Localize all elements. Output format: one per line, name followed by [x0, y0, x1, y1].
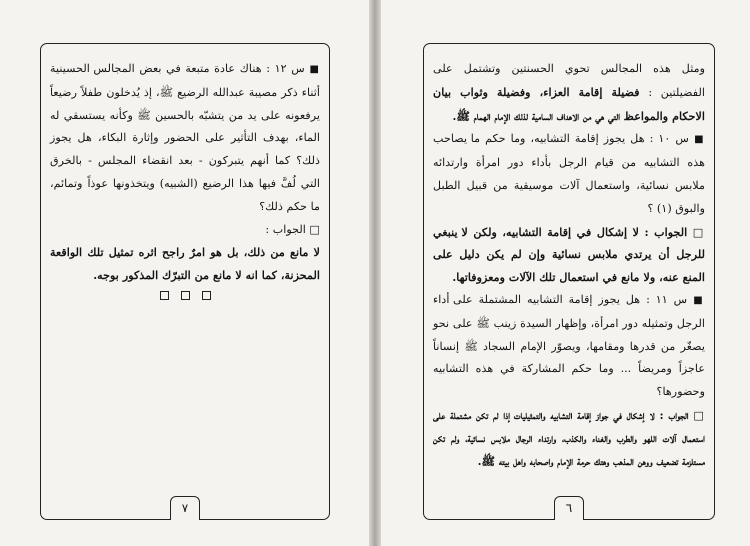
question-10-line: قبيل الطبل والبوق (١) ؟: [433, 178, 705, 215]
book-gutter: [369, 0, 381, 546]
right-page: [381, 0, 750, 546]
square-icon: [160, 291, 169, 300]
question-12-line: هل يجوز ذلك؟ كما أنهم يتبركون - بعد انقضاء المجلس -: [50, 131, 320, 168]
page-number: ٧: [170, 496, 200, 520]
question-12-line: س ١٢ : هناك عادة متبعة في بعض المجالس: [93, 62, 305, 75]
answer-11-line: والطرب والغناء والكذب، وارتداء الرجال ملابس نسائية،: [465, 430, 637, 445]
question-11-line: نحو يصغّر من قدرها ومقامها، ويصوّر الإمام السجاد ﷺ: [433, 316, 705, 353]
intro-line: فضيلة إقامة العزاء، وفضيلة وثواب بيان الاحكام والمواعظ: [433, 84, 705, 123]
square-icon: [202, 291, 211, 300]
intro-paragraph: [433, 58, 705, 128]
answer-10-line: المنع عنه، ولا مانع في استعمال تلك الآلات ومعزوفاتها.: [452, 270, 705, 285]
answer-12-text: [50, 241, 320, 287]
section-end-ornament: [50, 291, 320, 300]
left-page-body: [50, 58, 320, 300]
answer-label: □ الجواب :: [265, 222, 320, 236]
question-11-line: إنساناً عاجزاً ومريضاً ... وما حكم المشاركة في هذه التشابيه: [433, 339, 705, 376]
answer-11: [433, 404, 705, 472]
question-12-line: بالخرق التي لُفَّ فيها هذا الرضيع (الشبيه) ويتخذونها عوذاً: [50, 154, 320, 190]
intro-line: التي هي من الاهداف السامية لذلك الإمام الهمام ﷺ.: [452, 108, 621, 123]
question-11-line: س ١١ : هل يجوز إقامة التشابيه المشتملة على: [453, 292, 688, 306]
answer-12-line: لا مانع من ذلك، بل هو امرٌ راجح اثره تمثيل تلك: [87, 245, 321, 260]
answer-11-line: لا إشكال في جواز إقامة التشابيه: [550, 407, 655, 422]
intro-line: ومثل هذه المجالس تحوي الحسنتين وتشتمل على الفضيلتين :: [433, 62, 705, 99]
answer-10-line: ينبغي للرجل أن يرتدي ملابس نسائية وإن لم يكن دليل على: [433, 224, 705, 262]
answer-label: □ الجواب :: [644, 224, 705, 239]
left-page: [0, 0, 369, 546]
answer-12-line: الواقعة المحزنة، كما انه لا مانع من التبرّك المذكور بوجه.: [50, 245, 320, 283]
question-10-line: يصاحب هذه التشابيه من قيام الرجل بأداء دور امرأة: [433, 132, 705, 170]
question-10-line: وارتدائه ملابس نسائية، واستعمال آلات موسيقية من: [433, 156, 705, 192]
question-11-line: وحضورها؟: [656, 385, 705, 399]
question-11: [433, 289, 705, 404]
question-12-line: يستسقي له الماء، بهدف التأثير على الحضور وإثارة البكاء،: [50, 108, 321, 145]
question-10: [433, 128, 705, 220]
answer-11-line: ولم تكن مستلزمة تضعيف ووهن المذهب وهتك حرمة الإمام: [433, 430, 705, 468]
question-10-line: س ١٠ : هل يجوز إقامة التشابيه، وما حكم ما: [470, 132, 690, 146]
page-number: ٦: [554, 496, 584, 520]
question-marker-icon: ■: [309, 64, 320, 75]
question-12-line: وتمائم، ما حكم ذلك؟: [50, 176, 320, 213]
question-marker-icon: ■: [694, 134, 706, 146]
answer-12: [50, 219, 320, 242]
square-icon: [181, 291, 190, 300]
answer-11-line: والتمثيليات إذا لم تكن مشتملة على استعمال آلات اللهو: [433, 407, 705, 445]
question-12: [50, 58, 320, 219]
question-12-line: طفلاً رضيعاً يرفعونه على يد من يتشبّه بالحسين ﷺ وكأنه: [50, 85, 320, 122]
answer-10: [433, 221, 705, 289]
answer-10-line: لا إشكال في إقامة التشابيه، ولكن لا: [461, 224, 639, 239]
answer-11-line: واصحابه واهل بيته ﷺ.: [477, 453, 554, 468]
right-page-body: [433, 58, 705, 472]
question-12-line: الحسينية أثناء ذكر مصيبة عبدالله الرضيع ﷺ، إذ يُدخلون: [50, 62, 320, 99]
answer-label: □ الجواب :: [659, 407, 705, 422]
question-11-line: أداء الرجل وتمثيله دور امرأة، وإظهار السيدة زينب ﷺ على: [433, 292, 705, 330]
question-marker-icon: ■: [693, 294, 705, 306]
